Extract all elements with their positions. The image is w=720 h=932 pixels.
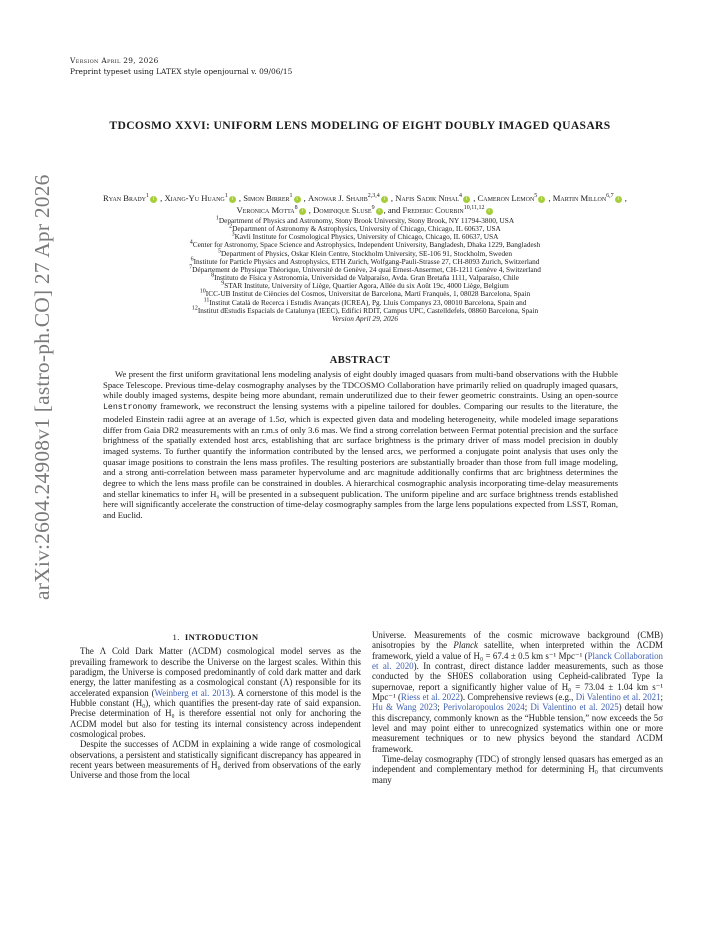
abstract-part-2: framework, we reconstruct the lensing systems with a pipeline tailored for doubles. Comparing our results to the literature, the modeled Einstein radii agree at an average of 1.5σ, which is expected given data and modeling heterogeneity, while modeled image separations differ from Gaia DR2 measurements with an r.m.s of only 3.6 mas. We find a strong correlation between Fermat potential precision and the surface brightness of the spatially extended host arcs, establishing that arc surface brightness is the primary driver of mass model precision in doubly imaged systems. To further quantify the information contributed by the lensed arcs, we performed a conjugate point analysis that uses only the quasar image positions to constrain the lens mass profiles. The resulting posteriors are substantially broader than those from full image modeling, and a strong anti-correlation between mass parameter hypervolume and arc magnitude additionally confirms that arc brightness determines the degree to which the lens mass profile can be constrained in doubles. A hierarchical cosmographic analysis incorporating time-delay measurements and stellar kinematics to infer H₀ will be presented in a subsequent publication. The uniform pipeline and arc surface brightness trends established here will significantly accelerate the construction of time-delay cosmography samples from the large lens populations expected from LSST, Roman, and Euclid.: [103, 401, 618, 521]
section-title: INTRODUCTION: [184, 632, 259, 642]
author-conjunction: , and: [383, 205, 401, 215]
author-name: [395, 193, 471, 203]
affiliation-mark: 12: [191, 305, 198, 312]
affiliation-text: Institute for Particle Physics and Astrophysics, ETH Zurich, Wolfgang-Pauli-Strasse 27, CH-8093 Zurich, Switzerland: [193, 256, 540, 266]
author-affiliation-mark: 1: [224, 193, 228, 200]
author-name: [243, 193, 301, 203]
orcid-icon[interactable]: i: [486, 208, 493, 215]
affiliation-mark: 3: [231, 231, 235, 238]
author-name: [402, 205, 493, 215]
text-run: ) detail how this discrepancy, commonly known as the “Hubble tension,” now exceeds the 5σ level and may point either to unrecognized systematics within one or more measurement techniques or to new physics beyond the standard ΛCDM framework.: [372, 702, 664, 754]
affiliation-mark: 6: [190, 256, 194, 263]
author-name: [236, 205, 306, 215]
author-affiliation-mark: 9: [371, 205, 375, 212]
intro-paragraph-4: Time-delay cosmography (TDC) of strongly lensed quasars has emerged as an independent and complementary method for determining H₀ that circumvents many: [372, 754, 663, 785]
author-name: [308, 193, 389, 203]
right-column: [372, 630, 663, 785]
affiliation-text: ICC-UB Institut de Ciències del Cosmos, Universitat de Barcelona, Martí Franquès, 1, 08028 Barcelona, Spain: [205, 289, 531, 299]
affiliation-text: Department of Physics and Astronomy, Stony Brook University, Stony Brook, NY 11794-3800, USA: [218, 216, 515, 225]
affiliation-mark: 5: [218, 248, 222, 255]
citation-link-riess[interactable]: Riess et al. 2022: [400, 692, 460, 703]
author-affiliation-mark: 1: [289, 193, 293, 200]
preprint-line: Preprint typeset using LATEX style openjournal v. 09/06/15: [70, 67, 293, 76]
citation-link-hu-wang[interactable]: Hu & Wang 2023: [372, 702, 438, 713]
affiliation-text: Center for Astronomy, Space Science and Astrophysics, Independent University, Bangladesh, Dhaka 1229, Bangladesh: [192, 240, 541, 250]
citation-link-divalentino-2025[interactable]: Di Valentino et al. 2025: [530, 702, 619, 713]
text-run: ). A cornerstone of this model is the Hubble constant (H₀), which quantifies the present-day rate of said expansion. Precise determination of H₀ is therefore essential not only for anchoring the ΛCDM model but also for testing its internal consistency across independent cosmological probes.: [70, 687, 361, 740]
author-name-text: Frederic Courbin: [402, 205, 464, 215]
orcid-icon[interactable]: i: [294, 196, 301, 203]
header-meta: [70, 55, 292, 77]
text-run: ;: [524, 702, 531, 713]
date-line: Version April 29, 2026: [332, 313, 398, 323]
author-name-text: Nafis Sadik Nihal: [395, 193, 460, 203]
section-heading-introduction: [70, 632, 361, 642]
intro-paragraph-3: [372, 630, 663, 754]
abstract-heading: ABSTRACT: [329, 355, 391, 366]
text-run: The Λ Cold Dark Matter (ΛCDM) cosmological model serves as the prevailing framework to describe the Universe on the largest scales. Within this paradigm, the Universe is composed predominantly of cold dark matter and dark energy, the latter manifesting as a cosmological constant (Λ) responsible for its accelerated expansion (: [70, 646, 361, 698]
version-line: Version April 29, 2026: [70, 56, 159, 65]
italic-planck: Planck: [453, 640, 478, 651]
author-name-text: Martin Millon: [552, 193, 607, 203]
orcid-icon[interactable]: i: [150, 196, 157, 203]
affiliation-mark: 2: [229, 223, 233, 230]
orcid-icon[interactable]: i: [463, 196, 470, 203]
author-affiliation-mark: 6,7: [606, 193, 614, 200]
left-column: [70, 632, 361, 781]
author-name-text: Veronica Motta: [236, 205, 295, 215]
affiliation-mark: 1: [215, 215, 219, 222]
orcid-icon[interactable]: i: [299, 208, 306, 215]
author-name-text: Ryan Brady: [103, 193, 146, 203]
citation-link-perivolaropoulos[interactable]: Perivolaropoulos 2024: [443, 702, 525, 713]
affiliation-mark: 8: [211, 272, 215, 279]
affiliation-text: Institut Català de Recerca i Estudis Avançats (ICREA), Pg. Lluís Companys 23, 08010 Barcelona, Spain and: [209, 297, 527, 307]
author-name: [164, 193, 236, 203]
text-run: ). Comprehensive reviews (e.g.,: [459, 692, 576, 703]
author-name-text: Cameron Lemon: [477, 193, 535, 203]
author-name: [553, 193, 623, 203]
paper-title: TDCOSMO XXVI: UNIFORM LENS MODELING OF EIGHT DOUBLY IMAGED QUASARS: [109, 119, 611, 132]
affiliation-text: STAR Institute, University of Liège, Quartier Agora, Allée du six Août 19c, 4000 Liège, Belgium: [224, 281, 509, 291]
author-name-text: Dominique Sluse: [313, 205, 372, 215]
author-name: [478, 193, 547, 203]
author-affiliation-mark: 1: [146, 193, 149, 200]
orcid-icon[interactable]: i: [615, 196, 622, 203]
affiliation-mark: 10: [199, 288, 206, 295]
affiliation-mark: 9: [221, 280, 225, 287]
author-list: Ryan Brady$^1$ i , Xiang-Yu Huang$^1$ i , Simon Birrer$^1$ i , Anowar J. Shajib$^{2,3,4}$ i , Nafis Sadik Nihal$^4$ i , Cameron Lemon$^5$ i , Martin Millon$^{6,7}$ i , Veronica Motta$^8$ i , Dominique Sluse$^9$ i , and Frederic Courbin$^{10,11,12}$ i: [103, 193, 627, 215]
author-affiliation-mark: 2,3,4: [367, 193, 380, 200]
affiliation-text: Instituto de Física y Astronomía, Universidad de Valparaíso, Avda. Gran Bretaña 1111, Valparaíso, Chile: [214, 273, 519, 283]
affiliation-text: Department of Physics, Oskar Klein Centre, Stockholm University, SE-106 91, Stockholm, Sweden: [221, 248, 512, 258]
abstract-part-1: We present the first uniform gravitational lens modeling analysis of eight doubly imaged quasars from multi-band observations with the Hubble Space Telescope. Previous time-delay cosmography analyses by the TDCOSMO Collaboration have primarily relied on quadruply imaged quasars, while doubly imaged systems, despite being more abundant, remain underutilized due to their fewer geometric constraints. Using an open-source: [103, 369, 618, 401]
intro-paragraph-2: Despite the successes of ΛCDM in explaining a wide range of cosmological observations, a persistent and statistically significant discrepancy has appeared in recent years between measurements of H₀ derived from observations of the early Universe and those from the local: [70, 739, 361, 781]
text-run: ;: [660, 692, 663, 703]
affiliation-mark: 7: [189, 264, 193, 271]
affiliation-text: Kavli Institute for Cosmological Physics, University of Chicago, Chicago, IL 60637, USA: [234, 232, 499, 242]
text-run: ). In contrast, direct distance ladder measurements, such as those conducted by the SH0ES collaboration using Cepheid-calibrated Type Ia supernovae, report a significantly higher value of H₀ = 73.04 ± 1.04 km s⁻¹ Mpc⁻¹ (: [372, 661, 664, 703]
citation-link-planck[interactable]: Planck Collaboration et al. 2020: [372, 650, 663, 672]
affiliation-mark: 4: [189, 240, 193, 247]
text-run: satellite, when interpreted within the ΛCDM framework, yield a value of H₀ = 67.4 ± 0.5 km s⁻¹ Mpc⁻¹ (: [372, 640, 663, 661]
code-name: Lenstronomy: [103, 403, 158, 413]
text-run: Universe. Measurements of the cosmic microwave background (CMB) anisotropies by the: [372, 630, 663, 651]
affiliation-list: [70, 217, 660, 323]
author-affiliation-mark: 8: [294, 205, 298, 212]
arxiv-identifier-stamp: arXiv:2604.24908v1 [astro-ph.CO] 27 Apr 2026: [30, 174, 54, 600]
author-name-text: Simon Birrer: [243, 193, 290, 203]
affiliation-text: Institut dEstudis Espacials de Catalunya (IEEC), Edifici RDIT, Campus UPC, Castelldefels, 08860 Barcelona, Spain: [197, 305, 539, 315]
abstract-text: [103, 369, 618, 521]
affiliation-mark: 11: [203, 297, 210, 304]
author-affiliation-mark: 4: [459, 193, 463, 200]
citation-link-divalentino-2021[interactable]: Di Valentino et al. 2021: [575, 692, 661, 703]
affiliation-text: Department of Astronomy & Astrophysics, University of Chicago, Chicago, IL 60637, USA: [232, 224, 501, 234]
section-number: 1.: [172, 632, 180, 642]
orcid-icon[interactable]: i: [376, 208, 383, 215]
affiliation-text: Département de Physique Théorique, Université de Genève, 24 quai Ernest-Ansermet, CH-1211 Genève 4, Switzerland: [192, 264, 541, 274]
author-affiliation-mark: 10,11,12: [463, 205, 485, 212]
author-name: [103, 193, 158, 203]
author-name-text: Anowar J. Shajib: [307, 193, 368, 203]
author-name-text: Xiang-Yu Huang: [164, 193, 225, 203]
author-name: [313, 205, 383, 215]
citation-link-weinberg[interactable]: Weinberg et al. 2013: [154, 687, 230, 698]
orcid-icon[interactable]: i: [381, 196, 388, 203]
orcid-icon[interactable]: i: [538, 196, 545, 203]
orcid-icon[interactable]: i: [229, 196, 236, 203]
author-affiliation-mark: 5: [534, 193, 538, 200]
text-run: ;: [437, 702, 444, 713]
intro-paragraph-1: [70, 646, 361, 739]
